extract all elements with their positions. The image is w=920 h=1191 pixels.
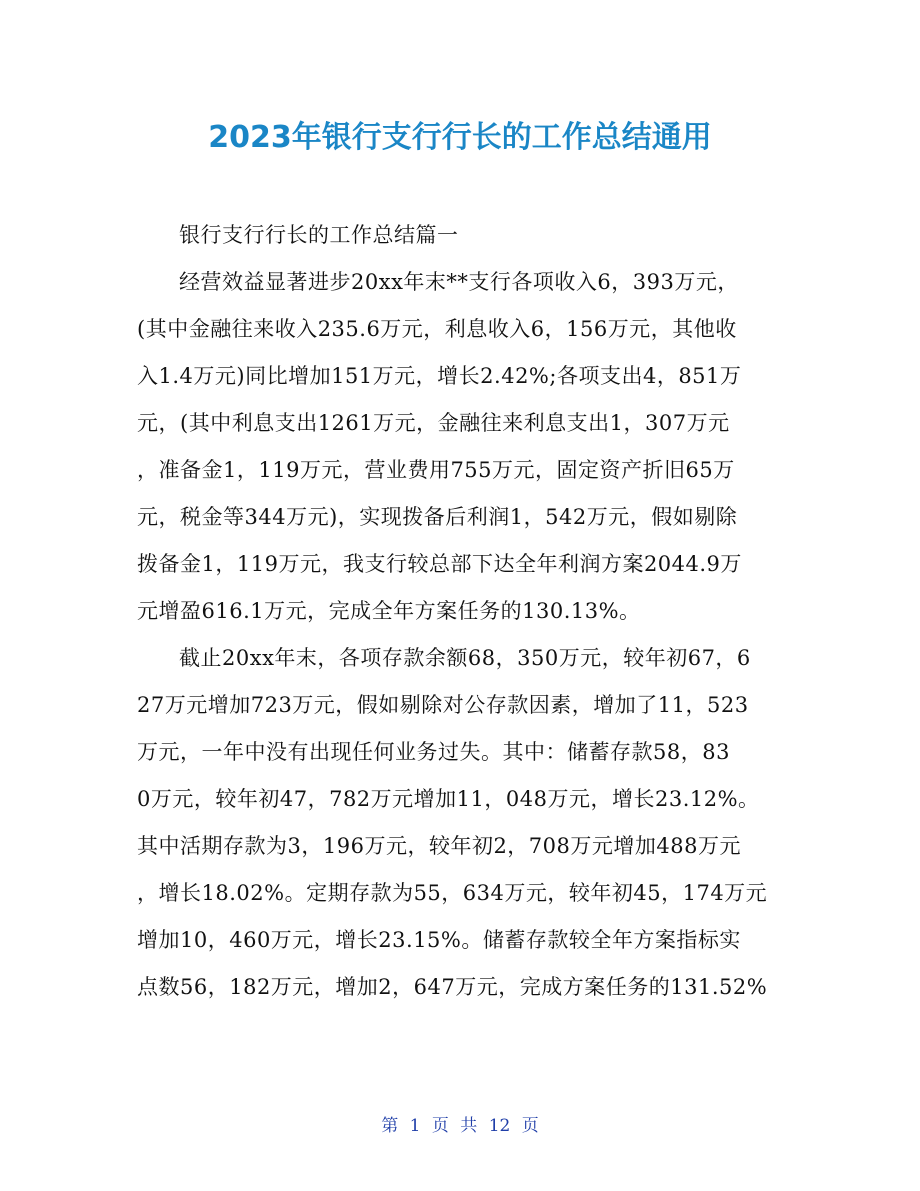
paragraph-line: 元增盈616.1万元，完成全年方案任务的130.13%。 <box>137 599 641 623</box>
paragraph-line: 拨备金1，119万元，我支行较总部下达全年利润方案2044.9万 <box>137 552 742 576</box>
paragraph-line: 元，(其中利息支出1261万元，金融往来利息支出1，307万元 <box>137 411 730 435</box>
page-number: 第 1 页 共 12 页 <box>381 1116 539 1136</box>
document-body <box>137 212 787 1011</box>
paragraph-line: 增加10，460万元，增长23.15%。储蓄存款较全年方案指标实 <box>137 928 741 952</box>
paragraph-line: 万元，一年中没有出现任何业务过失。其中：储蓄存款58，83 <box>137 740 730 764</box>
paragraph-line: 0万元，较年初47，782万元增加11，048万元，增长23.12%。 <box>137 787 760 811</box>
document-title: 2023年银行支行行长的工作总结通用 <box>208 120 712 155</box>
paragraph-line: 点数56，182万元，增加2，647万元，完成方案任务的131.52% <box>137 975 768 999</box>
section-heading: 银行支行行长的工作总结篇一 <box>179 223 459 247</box>
paragraph-line: 经营效益显著进步20xx年末**支行各项收入6，393万元， <box>179 270 739 294</box>
paragraph-line: ，增长18.02%。定期存款为55，634万元，较年初45，174万元 <box>137 881 768 905</box>
paragraph-line: (其中金融往来收入235.6万元，利息收入6，156万元，其他收 <box>137 317 737 341</box>
paragraph-line: 截止20xx年末，各项存款余额68，350万元，较年初67，6 <box>179 646 751 670</box>
paragraph-line: ，准备金1，119万元，营业费用755万元，固定资产折旧65万 <box>137 458 735 482</box>
paragraph-line: 入1.4万元)同比增加151万元，增长2.42%;各项支出4，851万 <box>137 364 742 388</box>
paragraph-line: 27万元增加723万元，假如剔除对公存款因素，增加了11，523 <box>137 693 749 717</box>
paragraph-line: 其中活期存款为3，196万元，较年初2，708万元增加488万元 <box>137 834 741 858</box>
paragraph-line: 元，税金等344万元)，实现拨备后利润1，542万元，假如剔除 <box>137 505 738 529</box>
